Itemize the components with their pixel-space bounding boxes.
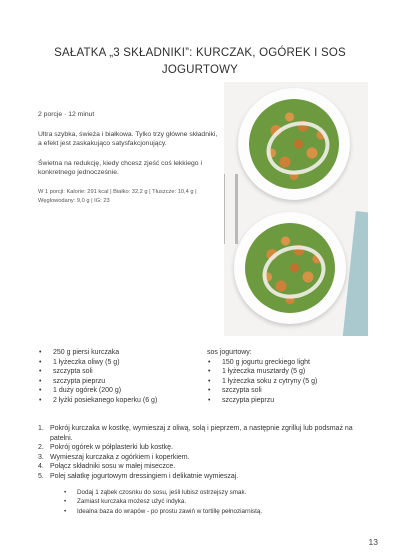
- tip-item: • Dodaj 1 ząbek czosnku do sosu, jeśli lubisz ostrzejszy smak.: [38, 488, 368, 498]
- page-number: 13: [368, 537, 378, 547]
- ingredients-sauce: [207, 348, 377, 406]
- step-item: [38, 424, 368, 443]
- salad-photo: [224, 82, 368, 336]
- step-number: 4.: [38, 463, 44, 471]
- tips-list: [38, 488, 368, 517]
- step-item: [38, 443, 368, 453]
- fork-icon: [224, 174, 238, 244]
- step-number: 5.: [38, 472, 44, 480]
- tip-item: • Idealna baza do wrapów - po prostu zawiń w tortillę pełnoziarnistą.: [38, 507, 368, 517]
- recipe-intro: [38, 110, 218, 205]
- description-paragraph: Świetna na redukcję, kiedy chcesz zjeść coś lekkiego i konkretnego jednocześnie.: [38, 159, 202, 177]
- ingredient-item: • 2 łyżki posiekanego koperku (6 g): [38, 396, 203, 406]
- tip-item: • Zamiast kurczaka możesz użyć indyka.: [38, 497, 368, 507]
- recipe-title: [30, 45, 370, 79]
- ingredient-item: • 1 łyżeczka soku z cytryny (5 g): [207, 377, 377, 387]
- ingredient-item: • szczypta pieprzu: [207, 396, 377, 406]
- ingredient-item: • 1 łyżeczka oliwy (5 g): [38, 358, 203, 368]
- ingredient-item: • 1 łyżeczka musztardy (5 g): [207, 367, 377, 377]
- ingredients-main: [38, 348, 203, 406]
- ingredient-item: • szczypta pieprzu: [38, 377, 203, 387]
- ingredient-item: • szczypta soli: [207, 386, 377, 396]
- preparation-steps: [38, 424, 368, 516]
- salad-bowl-bottom: [234, 212, 346, 324]
- ingredient-item: • szczypta soli: [38, 367, 203, 377]
- step-number: 3.: [38, 453, 44, 461]
- servings-time: 2 porcje · 12 minut: [38, 111, 95, 118]
- step-text: Pokrój kurczaka w kostkę, wymieszaj z oliwą, solą i pieprzem, a następnie zgrilluj lub podsmaż na patelni.: [50, 425, 353, 442]
- step-number: 2.: [38, 444, 44, 452]
- recipe-title-line2: JOGURTOWY: [161, 64, 239, 76]
- ingredient-item: • 250 g piersi kurczaka: [38, 348, 203, 358]
- sauce-heading: sos jogurtowy:: [207, 349, 252, 356]
- step-item: [38, 462, 368, 472]
- nutrition-info: W 1 porcji: Kalorie: 291 kcal | Białko: 32,2 g | Tłuszcze: 10,4 g | Węglowodany: 9,0 g | IG: 23: [38, 188, 197, 204]
- step-item: [38, 472, 368, 482]
- recipe-title-line1: SAŁATKA „3 SKŁADNIKI”: KURCZAK, OGÓREK I SOS: [54, 47, 346, 59]
- ingredient-item: • 1 duży ogórek (200 g): [38, 386, 203, 396]
- step-text: Połącz składniki sosu w małej miseczce.: [50, 463, 176, 471]
- step-number: 1.: [38, 425, 44, 432]
- description-paragraph: Ultra szybka, świeża i białkowa. Tylko trzy główne składniki, a efekt jest zaskakująco satysfakcjonujący.: [38, 130, 218, 148]
- ingredient-item: • 150 g jogurtu greckiego light: [207, 358, 377, 368]
- step-item: [38, 453, 368, 463]
- step-text: Polej sałatkę jogurtowym dressingiem i delikatnie wymieszaj.: [50, 472, 239, 480]
- step-text: Pokrój ogórek w półplasterki lub kostkę.: [50, 444, 173, 452]
- salad-bowl-top: [238, 88, 350, 200]
- step-text: Wymieszaj kurczaka z ogórkiem i koperkiem.: [50, 453, 190, 461]
